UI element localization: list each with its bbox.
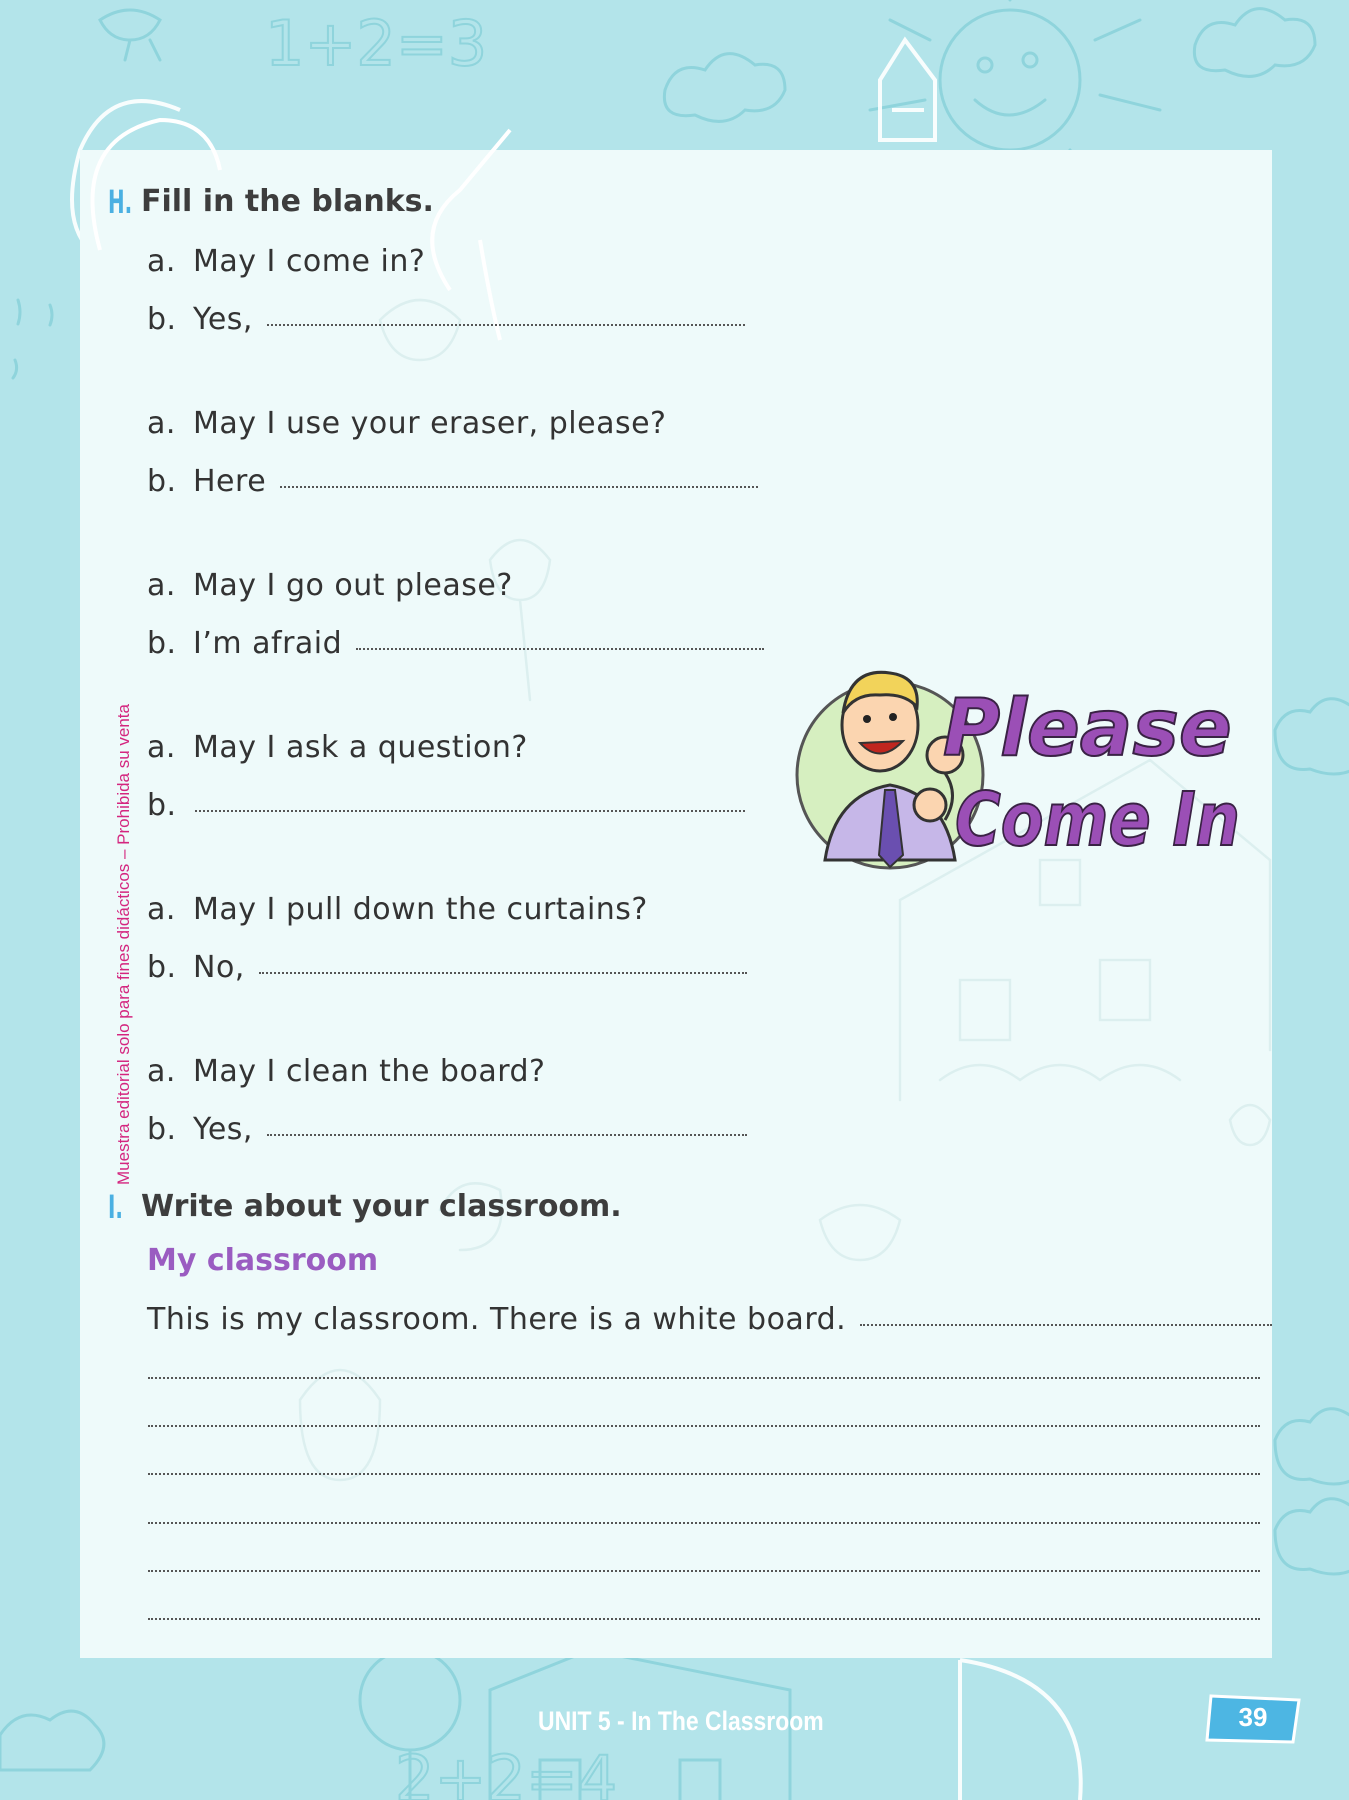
answer-prefix: Here — [193, 464, 267, 499]
illustration-text-line2: Come In — [955, 777, 1240, 863]
answer-blank[interactable] — [259, 972, 747, 974]
svg-text:1+2=3: 1+2=3 — [265, 7, 488, 80]
answer-label: b. — [147, 1112, 177, 1147]
page-number: 39 — [1238, 1702, 1268, 1732]
question-3a — [147, 568, 513, 603]
please-come-in-illustration — [795, 645, 1255, 895]
section-h-letter: H. — [108, 183, 133, 221]
answer-prefix: Yes, — [193, 302, 253, 337]
answer-label: b. — [147, 626, 177, 661]
question-text: May I go out please? — [193, 568, 513, 603]
unit-title: UNIT 5 - In The Classroom — [538, 1706, 824, 1736]
answer-3b — [147, 626, 764, 661]
answer-label: b. — [147, 950, 177, 985]
question-label: a. — [147, 1054, 176, 1089]
question-label: a. — [147, 406, 176, 441]
question-6a — [147, 1054, 545, 1089]
question-text: May I ask a question? — [193, 730, 528, 765]
answer-blank[interactable] — [195, 810, 745, 812]
answer-prefix: I’m afraid — [193, 626, 343, 661]
question-label: a. — [147, 892, 176, 927]
answer-1b — [147, 302, 745, 337]
answer-blank[interactable] — [267, 1134, 747, 1136]
answer-prefix: Yes, — [193, 1112, 253, 1147]
svg-text:2+2=4: 2+2=4 — [395, 1742, 618, 1800]
question-text: May I use your eraser, please? — [193, 406, 667, 441]
section-h-title: Fill in the blanks. — [141, 184, 434, 219]
writing-blank[interactable] — [860, 1324, 1272, 1326]
question-4a — [147, 730, 528, 765]
answer-prefix: No, — [193, 950, 245, 985]
question-5a — [147, 892, 648, 927]
answer-blank[interactable] — [356, 648, 764, 650]
answer-6b — [147, 1112, 747, 1147]
writing-starter-text: This is my classroom. There is a white board. — [147, 1302, 847, 1337]
writing-line[interactable] — [148, 1425, 1260, 1427]
question-1a — [147, 244, 425, 279]
illustration-text-line1: Please — [943, 684, 1232, 774]
question-text: May I clean the board? — [193, 1054, 546, 1089]
watermark-text: Muestra editorial solo para fines didácticos – Prohibida su venta — [114, 704, 133, 1185]
question-text: May I pull down the curtains? — [193, 892, 648, 927]
answer-2b — [147, 464, 758, 499]
answer-5b — [147, 950, 747, 985]
writing-line[interactable] — [148, 1618, 1260, 1620]
section-i-letter: I. — [108, 1188, 123, 1226]
answer-blank[interactable] — [280, 486, 758, 488]
answer-blank[interactable] — [267, 324, 745, 326]
writing-line[interactable] — [148, 1377, 1260, 1379]
writing-line[interactable] — [148, 1473, 1260, 1475]
question-label: a. — [147, 244, 176, 279]
question-label: a. — [147, 568, 176, 603]
writing-starter-line — [147, 1302, 1272, 1337]
section-i-title: Write about your classroom. — [141, 1189, 622, 1224]
writing-line[interactable] — [148, 1570, 1260, 1572]
section-i-subtitle: My classroom — [147, 1243, 379, 1278]
question-label: a. — [147, 730, 176, 765]
writing-line[interactable] — [148, 1522, 1260, 1524]
answer-label: b. — [147, 788, 177, 823]
answer-label: b. — [147, 302, 177, 337]
answer-label: b. — [147, 464, 177, 499]
question-text: May I come in? — [193, 244, 426, 279]
answer-4b — [147, 788, 745, 823]
question-2a — [147, 406, 666, 441]
